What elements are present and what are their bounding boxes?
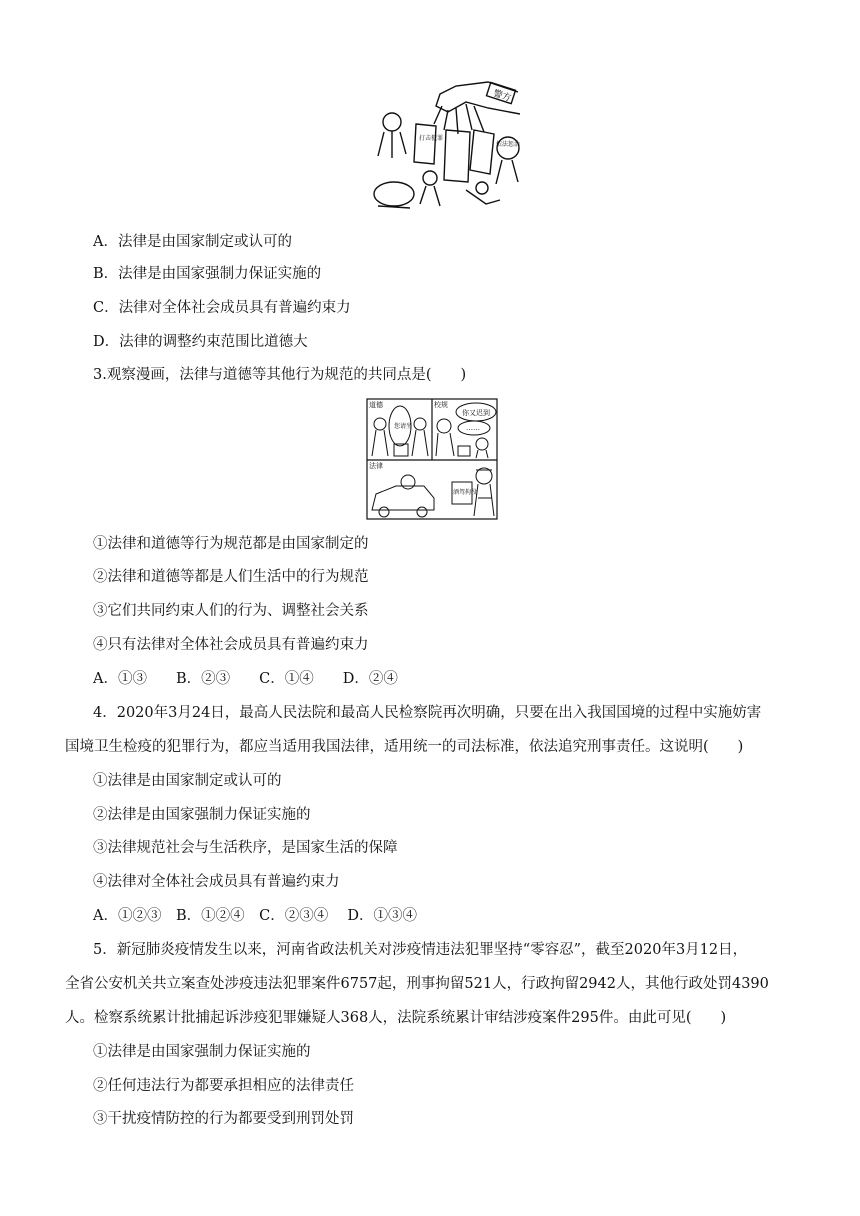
q4-item-1: ①法律是由国家制定或认可的 <box>93 773 282 789</box>
q5-stem-line1: 5．新冠肺炎疫情发生以来，河南省政法机关对涉疫情违法犯罪坚持“零容忍”，截至2020年3月12日， <box>93 942 748 958</box>
panel-label-school: 校规 <box>434 401 448 409</box>
q5-stem-line3: 人。检察系统累计批捕起诉涉疫犯罪嫌疑人368人，法院系统累计审结涉疫案件295件。由此可见( ) <box>65 1010 727 1026</box>
q2-option-b: B．法律是由国家强制力保证实施的 <box>93 266 322 282</box>
q3-stem: 3.观察漫画，法律与道德等其他行为规范的共同点是( ) <box>93 367 467 383</box>
bubble-please-sit: 您请坐 <box>394 423 413 430</box>
q5-stem-line2: 全省公安机关共立案查处涉疫违法犯罪案件6757起，刑事拘留521人，行政拘留2942人，其他行政处罚4390 <box>65 976 769 992</box>
panel-label-morality: 道德 <box>369 401 383 409</box>
q4-stem-line1: 4．2020年3月24日，最高人民法院和最高人民检察院再次明确，只要在出入我国国境的过程中实施妨害 <box>93 705 762 721</box>
q4-item-2: ②法律是由国家强制力保证实施的 <box>93 807 311 823</box>
cartoon-three-panels <box>366 398 498 520</box>
police-label: 警方 <box>491 88 513 105</box>
bubble-dots: …… <box>466 424 480 432</box>
q2-option-c: C．法律对全体社会成员具有普遍约束力 <box>93 300 351 316</box>
q2-option-a: A．法律是由国家制定或认可的 <box>93 234 292 250</box>
q3-item-1: ①法律和道德等行为规范都是由国家制定的 <box>93 536 369 552</box>
q4-answers: A．①②③ B．①②④ C．②③④ D．①③④ <box>93 908 417 924</box>
left-bag-label: 打击犯罪 <box>419 135 444 142</box>
q2-option-d: D．法律的调整约束范围比道德大 <box>93 334 308 350</box>
q3-answers: A．①③ B．②③ C．①④ D．②④ <box>93 671 398 687</box>
right-bag-label: 依法惩治 <box>496 141 521 148</box>
cartoon-police-bags <box>370 78 522 214</box>
bubble-late: 你又迟到 <box>462 409 490 417</box>
q4-item-4: ④法律对全体社会成员具有普遍约束力 <box>93 874 340 890</box>
sign-drunk-driving: 酒驾拘役 <box>453 489 478 496</box>
q3-item-2: ②法律和道德等都是人们生活中的行为规范 <box>93 569 369 585</box>
panel-label-law: 法律 <box>369 462 383 470</box>
q3-item-3: ③它们共同约束人们的行为、调整社会关系 <box>93 603 369 619</box>
q4-stem-line2: 国境卫生检疫的犯罪行为，都应当适用我国法律，适用统一的司法标准，依法追究刑事责任。这说明( ) <box>65 739 744 755</box>
q5-item-3: ③干扰疫情防控的行为都要受到刑罚处罚 <box>93 1111 354 1127</box>
q5-item-2: ②任何违法行为都要承担相应的法律责任 <box>93 1078 354 1094</box>
q5-item-1: ①法律是由国家强制力保证实施的 <box>93 1044 311 1060</box>
q4-item-3: ③法律规范社会与生活秩序，是国家生活的保障 <box>93 840 398 856</box>
q3-item-4: ④只有法律对全体社会成员具有普遍约束力 <box>93 637 369 653</box>
